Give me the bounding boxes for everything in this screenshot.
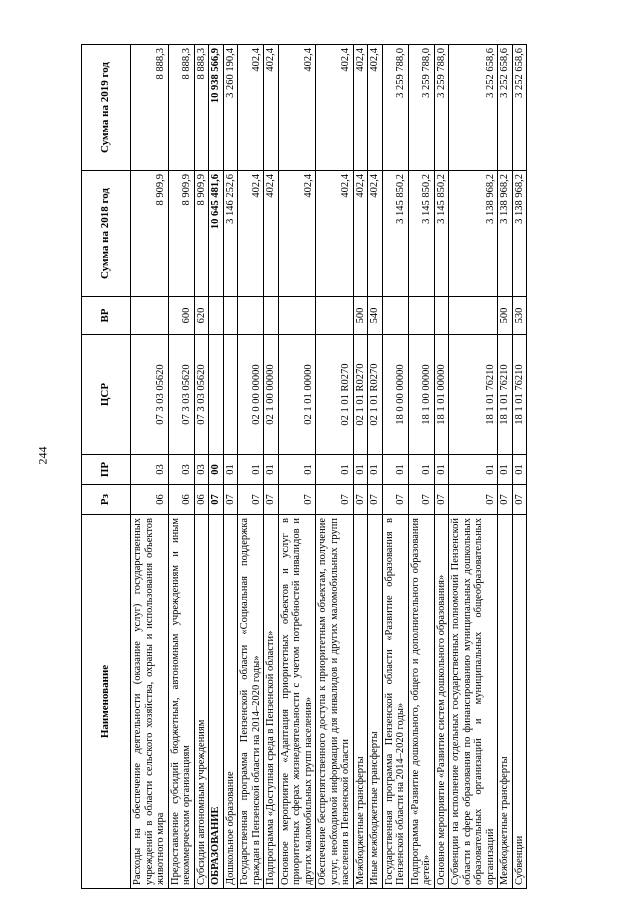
cell-rz: 07 <box>223 485 238 515</box>
cell-name: Межбюджетные трансферты <box>498 515 513 889</box>
cell-name: Субвенции <box>512 515 527 889</box>
cell-rz: 07 <box>408 485 434 515</box>
cell-vr <box>209 297 224 335</box>
col-header-sum-2018: Сумма на 2018 год <box>82 171 131 297</box>
page-number: 244 <box>35 446 50 465</box>
cell-csr: 18 1 01 76210 <box>449 335 498 455</box>
cell-pr: 00 <box>209 455 224 485</box>
cell-pr: 01 <box>498 455 513 485</box>
cell-pr: 01 <box>278 455 316 485</box>
cell-sum-2018: 3 145 850,2 <box>434 171 449 297</box>
cell-csr: 02 1 01 R0270 <box>353 335 368 455</box>
rotated-page <box>81 45 617 889</box>
cell-name: Подпрограмма «Доступная среда в Пензенской области» <box>264 515 279 889</box>
col-header-rz: Рз <box>82 485 131 515</box>
cell-csr: 02 1 01 R0270 <box>368 335 383 455</box>
cell-pr: 01 <box>353 455 368 485</box>
cell-pr: 01 <box>382 455 408 485</box>
cell-pr: 01 <box>408 455 434 485</box>
cell-sum-2019: 3 259 788,0 <box>408 45 434 171</box>
table-row <box>408 45 434 889</box>
cell-csr <box>209 335 224 455</box>
cell-csr: 18 1 01 76210 <box>512 335 527 455</box>
cell-pr: 03 <box>131 455 169 485</box>
cell-rz: 07 <box>512 485 527 515</box>
cell-rz: 07 <box>278 485 316 515</box>
cell-vr: 530 <box>512 297 527 335</box>
table-row <box>368 45 383 889</box>
cell-pr: 03 <box>168 455 194 485</box>
cell-vr: 600 <box>168 297 194 335</box>
cell-csr: 07 3 03 05620 <box>194 335 209 455</box>
cell-rz: 07 <box>264 485 279 515</box>
cell-name: Межбюджетные трансферты <box>353 515 368 889</box>
table-row <box>498 45 513 889</box>
cell-name: Подпрограмма «Развитие дошкольного, общего и дополнительного образования детей» <box>408 515 434 889</box>
cell-csr: 07 3 03 05620 <box>131 335 169 455</box>
cell-sum-2018: 3 138 968,2 <box>512 171 527 297</box>
table-row <box>382 45 408 889</box>
cell-sum-2019: 8 888,3 <box>131 45 169 171</box>
cell-csr: 18 1 01 00000 <box>434 335 449 455</box>
cell-rz: 07 <box>498 485 513 515</box>
cell-sum-2018: 8 909,9 <box>194 171 209 297</box>
table-row <box>512 45 527 889</box>
cell-name: Государственная программа Пензенской области «Развитие образования в Пензенской области на 2014–2020 годы» <box>382 515 408 889</box>
cell-vr <box>316 297 354 335</box>
cell-rz: 07 <box>434 485 449 515</box>
cell-pr: 03 <box>194 455 209 485</box>
table-row <box>316 45 354 889</box>
cell-sum-2018: 402,4 <box>238 171 264 297</box>
table-row <box>238 45 264 889</box>
budget-table <box>81 44 527 889</box>
cell-name: Субвенции на исполнение отдельных государственных полномочий Пензенской области в сфере образования по финансированию муниципальных дошкольных образовательных организаций и муниципальных общеобразовательных организаций <box>449 515 498 889</box>
cell-vr: 500 <box>353 297 368 335</box>
cell-sum-2019: 402,4 <box>368 45 383 171</box>
cell-csr: 02 1 01 00000 <box>278 335 316 455</box>
cell-name: ОБРАЗОВАНИЕ <box>209 515 224 889</box>
cell-sum-2019: 402,4 <box>238 45 264 171</box>
cell-sum-2018: 402,4 <box>368 171 383 297</box>
cell-csr: 18 1 00 00000 <box>408 335 434 455</box>
cell-sum-2018: 402,4 <box>264 171 279 297</box>
cell-rz: 07 <box>353 485 368 515</box>
cell-name: Предоставление субсидий бюджетным, автономным учреждениям и иным некоммерческим организациям <box>168 515 194 889</box>
cell-vr <box>408 297 434 335</box>
cell-rz: 07 <box>316 485 354 515</box>
cell-sum-2019: 3 252 658,6 <box>449 45 498 171</box>
cell-rz: 07 <box>368 485 383 515</box>
cell-pr: 01 <box>449 455 498 485</box>
col-header-sum-2019: Сумма на 2019 год <box>82 45 131 171</box>
cell-sum-2019: 10 938 566,9 <box>209 45 224 171</box>
cell-sum-2018: 8 909,9 <box>131 171 169 297</box>
cell-vr <box>223 297 238 335</box>
table-row <box>209 45 224 889</box>
cell-vr <box>238 297 264 335</box>
table-row <box>449 45 498 889</box>
cell-name: Иные межбюджетные трансферты <box>368 515 383 889</box>
table-header <box>82 45 131 889</box>
cell-vr: 540 <box>368 297 383 335</box>
cell-sum-2018: 402,4 <box>316 171 354 297</box>
cell-csr: 18 1 01 76210 <box>498 335 513 455</box>
cell-csr: 18 0 00 00000 <box>382 335 408 455</box>
cell-sum-2018: 8 909,9 <box>168 171 194 297</box>
cell-csr: 02 1 00 00000 <box>264 335 279 455</box>
cell-pr: 01 <box>223 455 238 485</box>
cell-sum-2019: 3 259 788,0 <box>434 45 449 171</box>
cell-sum-2018: 402,4 <box>278 171 316 297</box>
cell-sum-2019: 402,4 <box>353 45 368 171</box>
cell-sum-2018: 402,4 <box>353 171 368 297</box>
cell-pr: 01 <box>434 455 449 485</box>
cell-sum-2018: 3 138 968,2 <box>449 171 498 297</box>
cell-sum-2019: 3 252 658,6 <box>512 45 527 171</box>
cell-sum-2018: 10 645 481,6 <box>209 171 224 297</box>
col-header-csr: ЦСР <box>82 335 131 455</box>
cell-sum-2019: 8 888,3 <box>168 45 194 171</box>
cell-vr <box>434 297 449 335</box>
cell-sum-2018: 3 145 850,2 <box>382 171 408 297</box>
cell-pr: 01 <box>264 455 279 485</box>
cell-csr: 02 0 00 00000 <box>238 335 264 455</box>
cell-name: Основное мероприятие «Адаптация приоритетных объектов и услуг в приоритетных сферах жизнедеятельности с учетом потребностей инвалидов и других маломобильных групп населения» <box>278 515 316 889</box>
cell-sum-2019: 3 260 190,4 <box>223 45 238 171</box>
cell-sum-2019: 402,4 <box>264 45 279 171</box>
cell-sum-2019: 3 259 788,0 <box>382 45 408 171</box>
cell-vr <box>278 297 316 335</box>
cell-vr: 500 <box>498 297 513 335</box>
cell-sum-2019: 8 888,3 <box>194 45 209 171</box>
table-row <box>278 45 316 889</box>
table-body <box>131 45 527 889</box>
table-row <box>168 45 194 889</box>
cell-sum-2019: 3 252 658,6 <box>498 45 513 171</box>
table-row <box>434 45 449 889</box>
cell-csr: 07 3 03 05620 <box>168 335 194 455</box>
cell-rz: 07 <box>238 485 264 515</box>
cell-sum-2018: 3 145 850,2 <box>408 171 434 297</box>
cell-pr: 01 <box>512 455 527 485</box>
cell-vr <box>131 297 169 335</box>
cell-pr: 01 <box>316 455 354 485</box>
col-header-name: Наименование <box>82 515 131 889</box>
cell-name: Государственная программа Пензенской области «Социальная поддержка граждан в Пензенской области на 2014–2020 годы» <box>238 515 264 889</box>
cell-csr <box>223 335 238 455</box>
cell-name: Субсидии автономным учреждениям <box>194 515 209 889</box>
table-row <box>131 45 169 889</box>
table-row <box>353 45 368 889</box>
cell-rz: 06 <box>194 485 209 515</box>
cell-rz: 07 <box>209 485 224 515</box>
cell-vr <box>449 297 498 335</box>
cell-name: Дошкольное образование <box>223 515 238 889</box>
cell-pr: 01 <box>368 455 383 485</box>
table-row <box>194 45 209 889</box>
cell-rz: 06 <box>131 485 169 515</box>
cell-sum-2018: 3 146 252,6 <box>223 171 238 297</box>
cell-csr: 02 1 01 R0270 <box>316 335 354 455</box>
cell-name: Расходы на обеспечение деятельности (оказание услуг) государственных учреждений в области сельского хозяйства, охраны и использования объектов животного мира <box>131 515 169 889</box>
cell-rz: 07 <box>382 485 408 515</box>
cell-vr: 620 <box>194 297 209 335</box>
cell-vr <box>264 297 279 335</box>
cell-sum-2018: 3 138 968,2 <box>498 171 513 297</box>
cell-rz: 07 <box>449 485 498 515</box>
cell-name: Обеспечение беспрепятственного доступа к приоритетным объектам, получение услуг, необходимой информации для инвалидов и других маломобильных групп населения в Пензенской области <box>316 515 354 889</box>
cell-vr <box>382 297 408 335</box>
cell-name: Основное мероприятие «Развитие систем дошкольного образования» <box>434 515 449 889</box>
cell-sum-2019: 402,4 <box>316 45 354 171</box>
cell-rz: 06 <box>168 485 194 515</box>
table-row <box>264 45 279 889</box>
col-header-pr: ПР <box>82 455 131 485</box>
cell-sum-2019: 402,4 <box>278 45 316 171</box>
cell-pr: 01 <box>238 455 264 485</box>
col-header-vr: ВР <box>82 297 131 335</box>
table-row <box>223 45 238 889</box>
